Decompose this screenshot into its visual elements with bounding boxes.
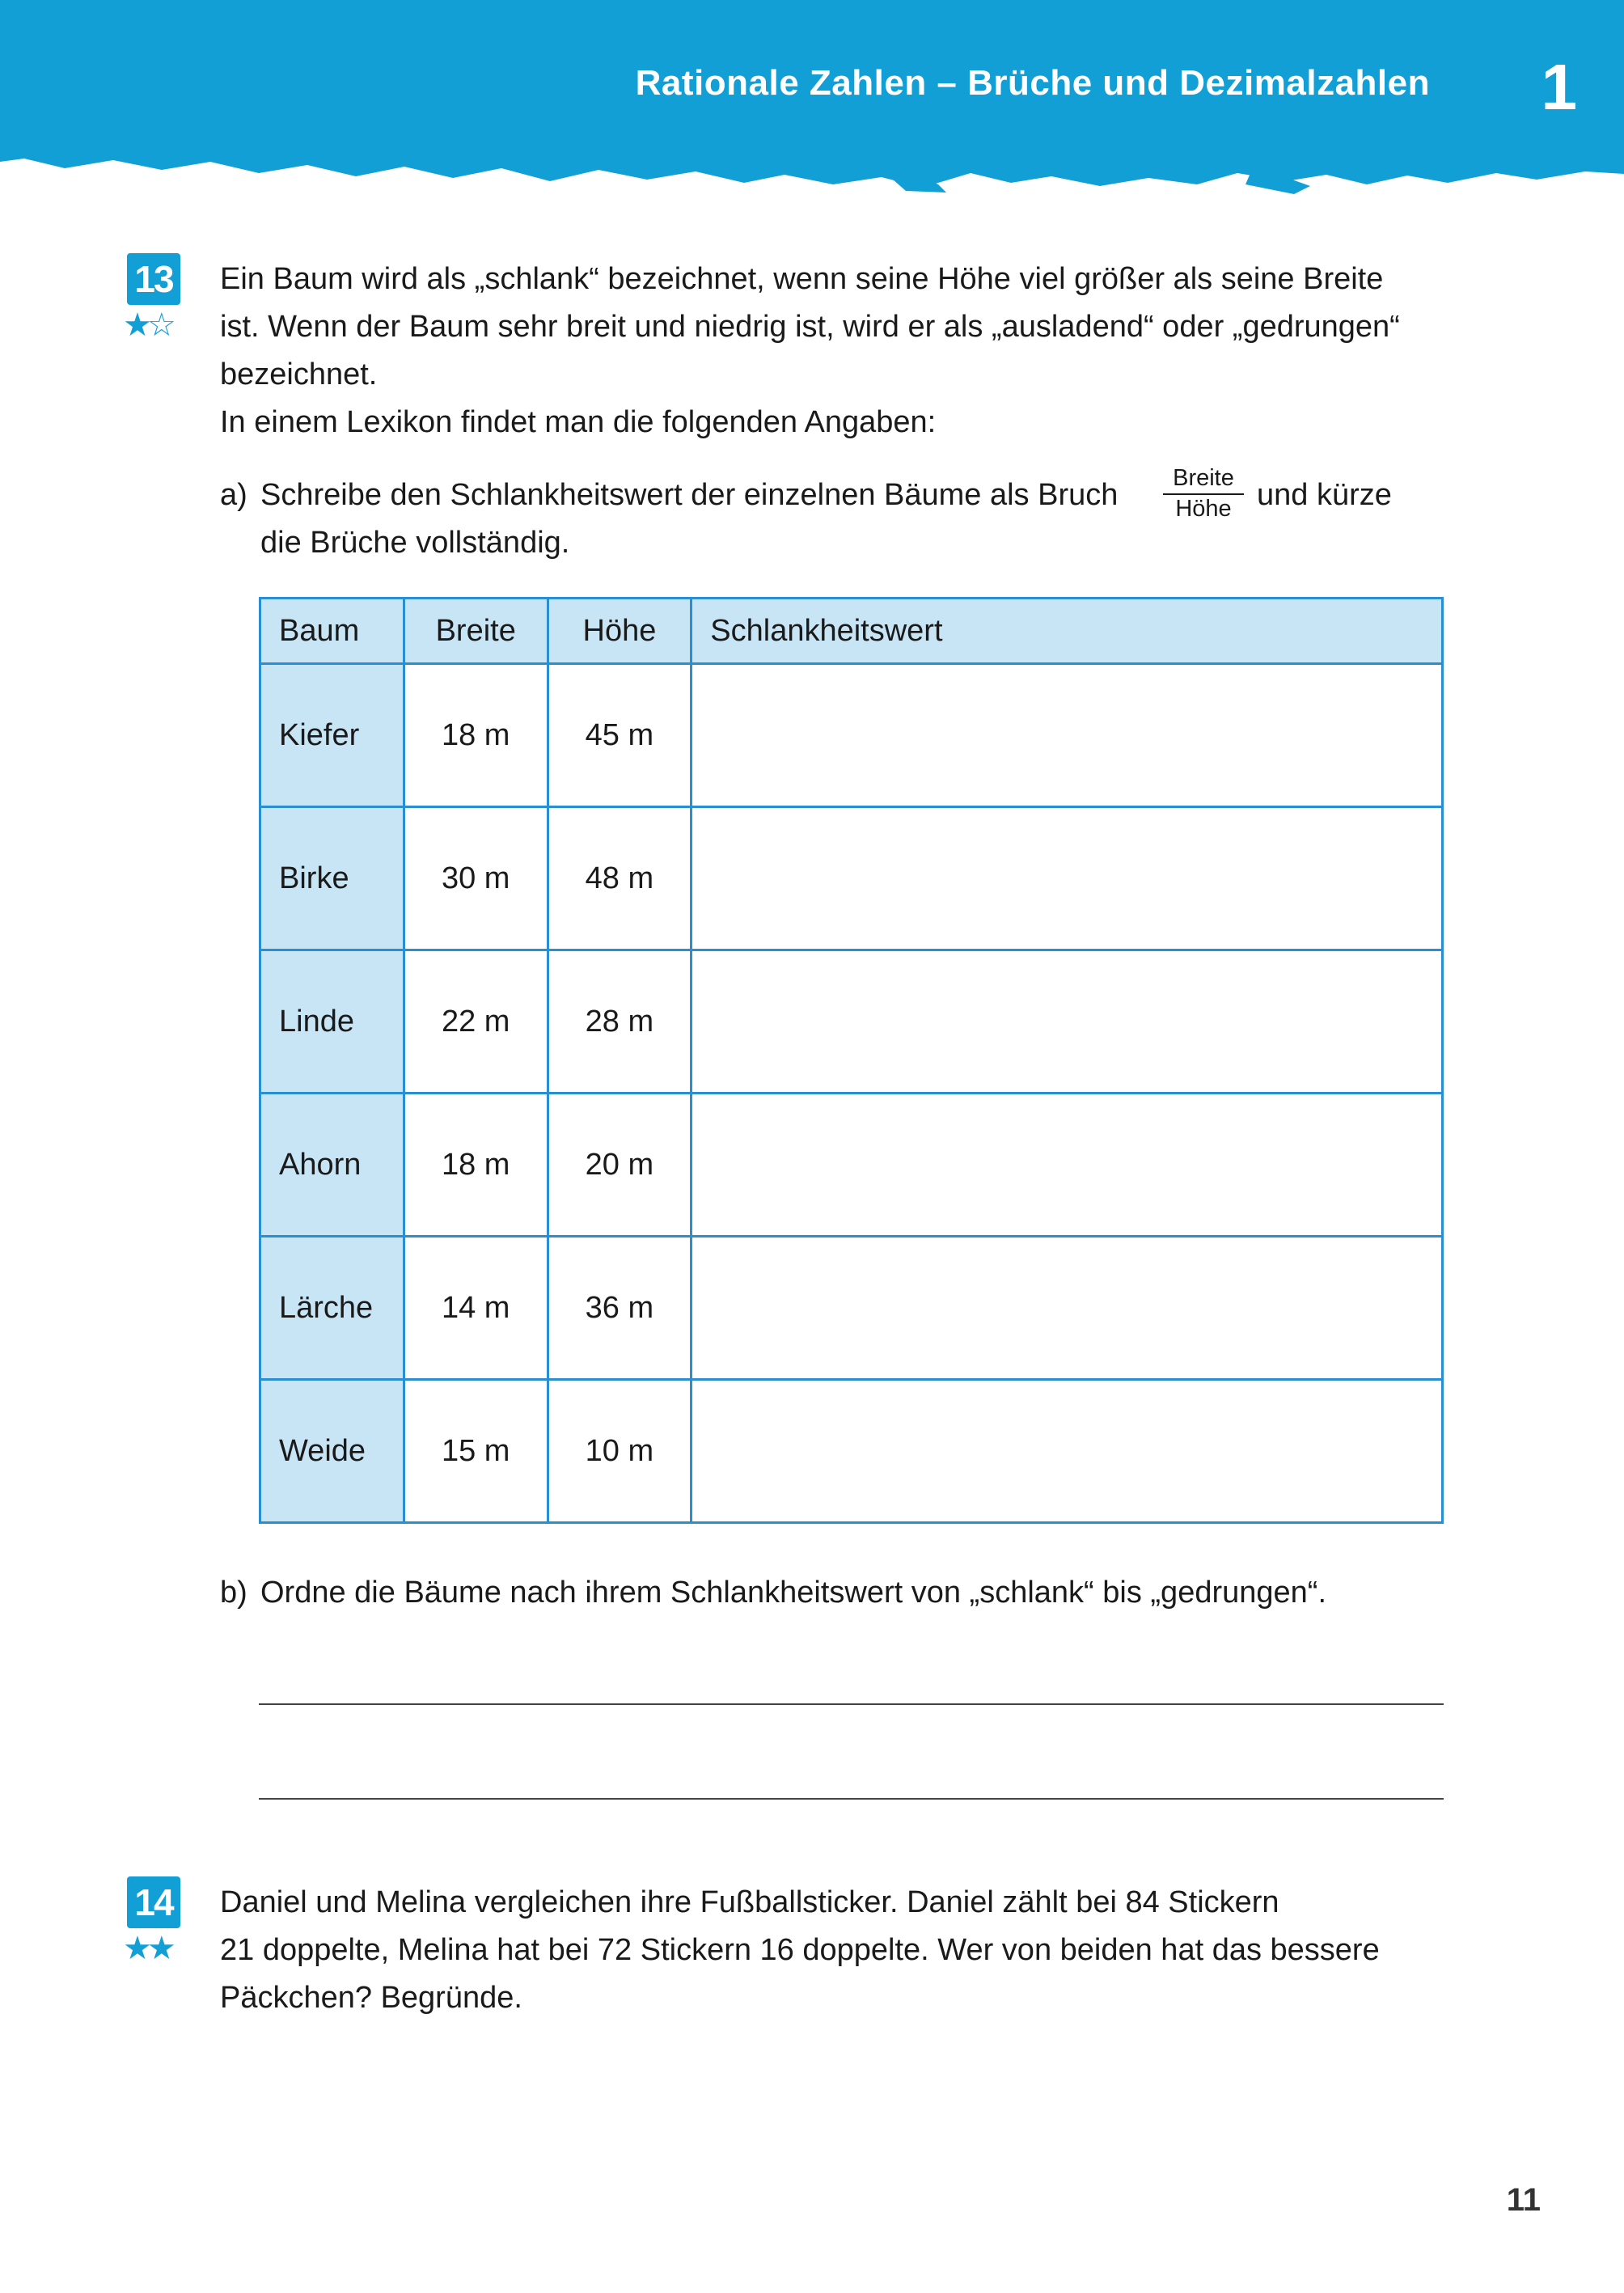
task-13-intro-line: bezeichnet. [220,357,378,391]
part-b-label: b) [220,1576,247,1610]
task-13-intro-line: In einem Lexikon findet man die folgenden Angaben: [220,405,937,439]
task-13-intro-line: ist. Wenn der Baum sehr breit und niedrig ist, wird er als „ausladend“ oder „gedrungen“ [220,310,1400,344]
answer-cell[interactable] [691,1094,1443,1237]
header-schlankheitswert: Schlankheitswert [691,599,1443,664]
task-14-line: Päckchen? Begründe. [220,1981,522,2015]
answer-cell[interactable] [691,1380,1443,1523]
part-a-label: a) [220,478,247,512]
part-a-text-after: und kürze [1257,478,1392,512]
tree-height: 28 m [548,950,691,1094]
tree-height: 45 m [548,664,691,807]
task-14-difficulty-stars: ★★ [123,1931,171,1966]
part-a-text: Schreibe den Schlankheitswert der einzelnen Bäume als Bruch [260,478,1119,512]
tree-width: 15 m [404,1380,548,1523]
tree-name: Birke [260,807,404,950]
part-a-line-2: die Brüche vollständig. [260,526,570,560]
task-13-intro [220,256,1482,446]
table-header-row [260,599,1443,664]
page-number: 11 [1506,2182,1541,2218]
task-14-line: 21 doppelte, Melina hat bei 72 Stickern 16 doppelte. Wer von beiden hat das bessere [220,1933,1380,1967]
tree-width: 18 m [404,664,548,807]
chapter-title: Rationale Zahlen – Brüche und Dezimalzahlen [635,63,1430,103]
task-14-line: Daniel und Melina vergleichen ihre Fußballsticker. Daniel zählt bei 84 Stickern [220,1885,1279,1919]
task-14-text [220,1879,1482,2022]
fraction-denominator: Höhe [1175,496,1232,522]
tree-height: 48 m [548,807,691,950]
breite-over-hoehe-fraction [1163,465,1244,522]
task-14-badge: 14 [127,1876,180,1928]
tree-name: Ahorn [260,1094,404,1237]
table-row [260,950,1443,1094]
table-row [260,1380,1443,1523]
header-breite: Breite [404,599,548,664]
answer-cell[interactable] [691,950,1443,1094]
tree-width: 18 m [404,1094,548,1237]
tree-height: 10 m [548,1380,691,1523]
task-13-badge: 13 [127,253,180,305]
table-row [260,664,1443,807]
header-hoehe: Höhe [548,599,691,664]
part-b-text: Ordne die Bäume nach ihrem Schlankheitswert von „schlank“ bis „gedrungen“. [260,1576,1326,1610]
header-baum: Baum [260,599,404,664]
tree-width: 22 m [404,950,548,1094]
answer-cell[interactable] [691,664,1443,807]
table-row [260,807,1443,950]
task-13-difficulty-stars: ★☆ [123,307,171,343]
tree-height: 20 m [548,1094,691,1237]
answer-cell[interactable] [691,1237,1443,1380]
tree-name: Weide [260,1380,404,1523]
answer-line[interactable] [259,1798,1444,1800]
task-13-part-b [220,1569,1482,1617]
tree-name: Kiefer [260,664,404,807]
answer-line[interactable] [259,1703,1444,1705]
chapter-header [0,0,1624,202]
table-row [260,1094,1443,1237]
tree-data-table [259,597,1444,1524]
tree-width: 14 m [404,1237,548,1380]
tree-width: 30 m [404,807,548,950]
tree-name: Linde [260,950,404,1094]
table-row [260,1237,1443,1380]
fraction-numerator: Breite [1163,465,1244,495]
task-13-intro-line: Ein Baum wird als „schlank“ bezeichnet, wenn seine Höhe viel größer als seine Breite [220,262,1384,296]
tree-name: Lärche [260,1237,404,1380]
answer-cell[interactable] [691,807,1443,950]
tree-height: 36 m [548,1237,691,1380]
chapter-number: 1 [1541,51,1577,123]
